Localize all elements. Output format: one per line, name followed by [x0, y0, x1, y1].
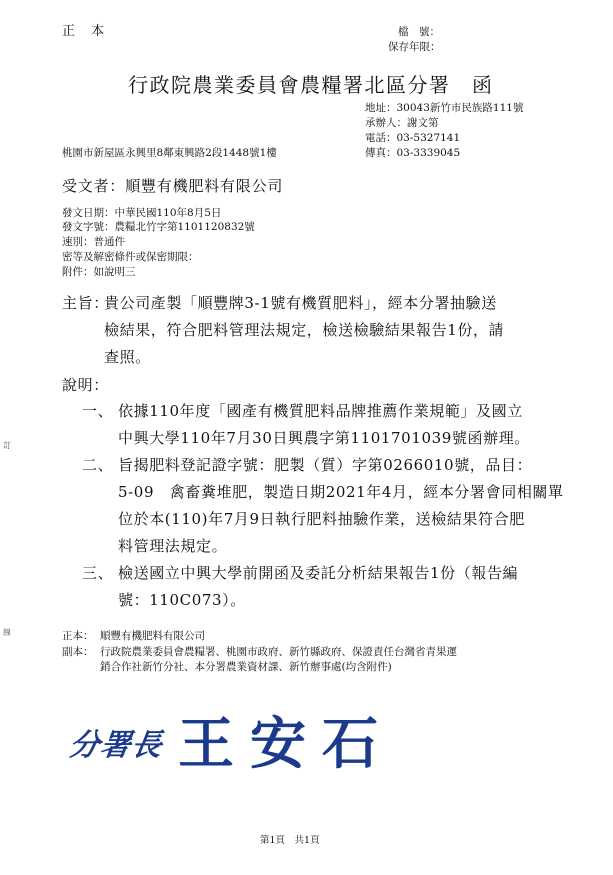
binding-mark-top: 訂 — [3, 441, 11, 450]
copy-recipient-line: 銷合作社新竹分社、本分署農業資材課、新竹辦事處(均含附件) — [100, 661, 392, 673]
copy-type-label: 正 本 — [62, 24, 111, 39]
explanation-label: 說明： — [62, 376, 109, 394]
explanation-line: 旨揭肥料登記證字號：肥製（質）字第0266010號，品目： — [118, 456, 533, 474]
original-recipient-label: 正本： — [62, 630, 94, 642]
explanation-line: 檢送國立中興大學前開函及委託分析結果報告1份（報告編 — [118, 564, 519, 582]
original-recipient-value: 順豐有機肥料有限公司 — [100, 630, 205, 642]
subject-line: 貴公司產製「順豐牌3-1號有機質肥料」，經本分署抽驗送 — [104, 294, 497, 312]
page-footer: 第1頁 共1頁 — [260, 835, 320, 846]
explanation-line: 依據110年度「國產有機質肥料品牌推薦作業規範」及國立 — [118, 402, 523, 420]
explanation-item-number: 三、 — [82, 564, 114, 582]
signature-title: 分署長 — [67, 728, 165, 763]
issue-date: 發文日期：中華民國110年8月5日 — [62, 207, 222, 219]
sender-address: 地址：30043新竹市民族路111號 — [365, 102, 524, 114]
delivery-speed: 速別：普通件 — [62, 236, 125, 248]
agency-title: 行政院農業委員會農糧署北區分署 函 — [128, 73, 494, 97]
secrecy-level: 密等及解密條件或保密期限： — [62, 251, 199, 263]
explanation-line: 中興大學110年7月30日興農字第1101701039號函辦理。 — [118, 429, 530, 447]
reference-number: 發文字號：農糧北竹字第1101120832號 — [62, 221, 255, 233]
binding-mark-bottom: 線 — [3, 628, 11, 637]
sender-phone: 電話：03-5327141 — [365, 132, 461, 144]
signature-name: 王安石 — [178, 711, 394, 777]
copy-recipient-line: 行政院農業委員會農糧署、桃園市政府、新竹縣政府、保證責任台灣省青果運 — [100, 646, 457, 658]
copy-recipient-label: 副本： — [62, 646, 94, 658]
explanation-line: 5-09 禽畜糞堆肥，製造日期2021年4月，經本分署會同相關單 — [118, 483, 564, 501]
retention-period-label: 保存年限： — [388, 41, 441, 53]
sender-fax: 傳真：03-3339045 — [365, 147, 461, 159]
explanation-item-number: 二、 — [82, 456, 114, 474]
file-number-label: 檔 號： — [398, 26, 440, 38]
explanation-line: 位於本(110)年7月9日執行肥料抽驗作業，送檢結果符合肥 — [118, 510, 525, 528]
subject-line: 檢結果，符合肥料管理法規定，檢送檢驗結果報告1份，請 — [104, 321, 505, 339]
explanation-item-number: 一、 — [82, 402, 114, 420]
explanation-line: 號：110C073）。 — [118, 591, 246, 609]
explanation-line: 料管理法規定。 — [118, 537, 228, 555]
subject-line: 查照。 — [104, 348, 151, 366]
recipient-address: 桃園市新屋區永興里8鄰東興路2段1448號1樓 — [62, 147, 277, 159]
attachment-line: 附件：如說明三 — [62, 266, 136, 278]
subject-label: 主旨： — [62, 294, 109, 312]
recipient-line: 受文者：順豐有機肥料有限公司 — [62, 177, 284, 195]
sender-handler: 承辦人：謝文第 — [365, 117, 439, 129]
